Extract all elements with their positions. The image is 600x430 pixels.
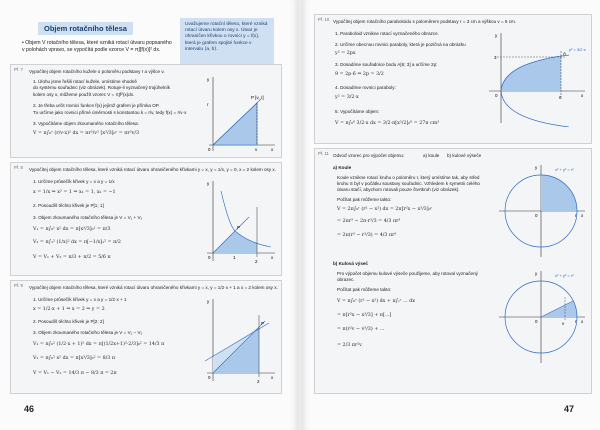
step-formula: V₂ = π∫₀² x² dx = π[x³/3]₀² = 8/3 π <box>33 356 115 361</box>
example-box-8 <box>10 162 282 276</box>
example-tag: Př. 8 <box>14 165 23 170</box>
step-line: do systému souřadnic (viz obrázek). Rotuje-li vyznačený trojúhelník <box>33 85 171 90</box>
example-tag: Př. 9 <box>14 283 23 288</box>
step-formula: = π(r²v − v³/3) + ... <box>337 327 385 332</box>
graph-label: x <box>581 319 584 324</box>
step-line: 1. Úlohu jsme řešili rotací kužele, umístíme vhodně <box>33 79 137 84</box>
step-formula: = 2πr³ − 2π·r³/3 = 4/3 πr³ <box>337 219 401 224</box>
graph-label: P <box>261 321 265 326</box>
step-formula: = π[r²x − x³/3] + π[...] <box>337 313 392 318</box>
part-heading: a) Koule <box>333 165 352 170</box>
graph-label: r <box>575 319 577 324</box>
step-formula: V₁ = π∫₀² (1/2·x + 1)² dx = π[(1/2x+1)³·2/3]₀² = 14/3 π <box>33 342 165 347</box>
step-line: Počítat pak můžeme takto: <box>337 197 392 202</box>
graph-label: 0 <box>495 93 498 98</box>
part-heading: b) Kulová výseč <box>333 261 368 266</box>
step-line: Pro výpočet objemu kulové výseče použijeme, aby rotoval vyznačený <box>337 271 478 276</box>
step-line: 1. Určíme průsečík křivek y = x a y = 1/x <box>33 179 115 184</box>
graph-label: 0 <box>208 255 211 260</box>
step-line: 2. Je třeba určit rovnici funkce f(x) jejímž grafem je přímka OP. <box>33 103 160 108</box>
step-formula: = 2π(r³ − r³/3) = 4/3 πr³ <box>337 233 397 238</box>
graph-label: P [v, r] <box>251 95 264 100</box>
graph-label: r <box>207 102 209 107</box>
graph-label: y <box>535 271 538 276</box>
step-line: 1. Paraboloid vznikne rotací vyznačeného obrazce. <box>335 31 439 36</box>
example-task: Vypočítej objem rotačního kužele o poloměru podstavy r a výšce v. <box>29 69 165 74</box>
example-task: Odvoď vzorec pro výpočet objemu: <box>333 153 405 158</box>
step-formula: V = π∫₀⁶ 3/2·x dx = 3/2·π[x²/2]₀⁶ = 27π cm³ <box>335 121 440 126</box>
step-line: kolem osy x, můžeme použít vzorec V = π∫f²(x)dx. <box>33 92 135 97</box>
page-number: 46 <box>24 404 35 414</box>
curve-label: x² + y² = r² <box>555 167 574 172</box>
graph-label: x <box>271 147 274 152</box>
note-panel: Uvažujeme rotační těleso, které vzniká rotací útvaru kolem osy x. Útvar je ohraničen křivkou o rovnici y = f(x), která je grafem spojité funkce v intervalu ⟨a, b⟩. <box>180 18 274 76</box>
graph-label: x <box>581 213 584 218</box>
example-task: Vypočítej objem rotačního tělesa, které vzniká rotací útvaru ohraničeného křivkami y = x, y = 1/x, y = 0, x = 2 kolem osy x. <box>29 167 276 172</box>
example-tag: Př. 7 <box>14 67 23 72</box>
step-line: Počítat pak můžeme takto: <box>337 287 392 292</box>
graph-label: x <box>271 255 274 260</box>
graph-label: y <box>207 299 210 304</box>
cone-graph <box>199 73 277 153</box>
step-formula: V₁ = π∫₀¹ x² dx = π[x³/3]₀¹ = π/3 <box>33 227 111 232</box>
step-formula: = 2/3 πr²v <box>337 343 362 348</box>
example-box-11 <box>314 148 592 394</box>
step-formula: V = 2π∫₀ʳ (r² − x²) dx = 2π[r²x − x³/3]₀ʳ <box>337 207 433 212</box>
step-line: 1. Určíme průsečík křivek y = x a y = 1/2·x + 1 <box>33 297 127 302</box>
example-tag: Př. 11 <box>318 151 329 156</box>
step-formula: V₂ = π∫₁² (1/x)² dx = π[−1/x]₁² = π/2 <box>33 240 121 245</box>
graph-label: 0 <box>208 147 211 152</box>
step-line: 2. Posoudíš těchto křivek je P[2; 2] <box>33 319 104 324</box>
step-line: Koule vznikne rotací kruhu o poloměru r, který umístíme tak, aby střed <box>337 175 480 180</box>
step-formula: V = V₁ − V₂ = 14/3 π − 8/3 π = 2π <box>33 371 117 376</box>
sphere-graph <box>495 163 587 259</box>
step-formula: V = V₁ + V₂ = π/3 + π/2 = 5/6 π <box>33 255 111 260</box>
choice-label: b) kulové výseče <box>447 153 482 158</box>
graph-label: x <box>581 93 584 98</box>
graph-label: 1 <box>233 255 236 260</box>
graph-label: x <box>271 375 274 380</box>
step-line: 3. Objem zkoumaného rotačního tělesa je V = V₁ + V₂ <box>33 215 143 220</box>
step-formula: V = π∫₀ᵛ (r/v·x)² dx = πr²/v² [x³/3]₀ᵛ = πr²v/3 <box>33 131 140 136</box>
step-line: kruhu S byl v počátku soustavy souřadnic. Vzhledem k symetrii celého <box>337 181 480 186</box>
parabola-graph <box>485 27 589 127</box>
step-formula: 9 = 2p·6 ⇒ 2p = 3/2 <box>335 72 384 77</box>
lines-graph <box>199 295 277 385</box>
intro-line: • Objem V rotačního tělesa, které vzniká rotací útvaru popsaného <box>22 40 172 46</box>
graph-label: 0 <box>535 213 538 218</box>
step-formula: x = 1/x ⇒ x² = 1 ⇒ x₁ = 1, x₂ = −1 <box>33 190 116 195</box>
graph-label: v <box>255 147 258 152</box>
graph-label: 6 <box>559 95 562 100</box>
example-tag: Př. 10 <box>318 17 330 22</box>
example-task: Vypočítej objem rotačního paraboloidu s poloměrem podstavy r = 3 cm a výškou v = 6 cm. <box>333 19 517 24</box>
example-task: Vypočítej objem rotačního tělesa, které vzniká rotací útvaru ohraničeného křivkami y = x, y = 1/2·x + 1 a x = 2 kolem osy x. <box>29 285 278 290</box>
step-line: 3. Dosadíme souřadnice bodu A[6; 3] a určíme 2p: <box>335 62 438 67</box>
hyperbola-graph <box>199 177 277 267</box>
step-line: obrazec. <box>337 277 355 282</box>
sector-graph <box>495 269 587 365</box>
example-box-7 <box>10 64 282 158</box>
graph-label: 0 <box>208 375 211 380</box>
step-line: 2. Určíme obecnou rovnici paraboly, která je pozičná na obrázku <box>335 42 466 47</box>
section-title: Objem rotačního tělesa <box>38 22 133 35</box>
graph-label: 2 <box>257 379 260 384</box>
step-formula: V = π∫₀ᵛ (r² − x²) dx + π∫ᵥʳ ... dx <box>337 299 415 304</box>
step-line: útvaru stačí, abychom rotovali pouze čtvrtkruh (viz obrázek). <box>337 187 460 192</box>
example-box-10 <box>314 14 592 144</box>
example-box-9 <box>10 280 282 394</box>
graph-label: r <box>575 213 577 218</box>
graph-label: P <box>237 225 241 230</box>
step-line: 3. Objem zkoumaného rotačního tělesa je V = V₁ − V₂ <box>33 330 143 335</box>
graph-label: y <box>207 181 210 186</box>
graph-label: A <box>563 51 567 56</box>
step-formula: y² = 3/2·x <box>335 95 359 100</box>
choice-label: a) koule <box>423 153 440 158</box>
graph-label: y <box>207 77 210 82</box>
step-line: 5. Vypočítáme objem: <box>335 109 380 114</box>
left-page <box>0 0 298 430</box>
graph-label: v <box>562 321 565 326</box>
graph-label: y <box>535 165 538 170</box>
step-line: 4. Dosadíme rovnici paraboly: <box>335 85 396 90</box>
intro-line: v polohách vpravo, se vypočítá podle vzorce V = π∫[f(x)]² dx. <box>22 47 161 54</box>
graph-label: y <box>495 33 498 38</box>
graph-label: 3 <box>494 55 497 60</box>
graph-label: 0 <box>535 319 538 324</box>
curve-label: x² + y² = r² <box>555 273 574 278</box>
step-formula: x = 1/2·x + 1 ⇒ x = 2 ⇒ y = 2 <box>33 307 105 312</box>
step-line: 3. Vypočítáme objem zkoumaného rotačního tělesa: <box>33 121 139 126</box>
intro-text <box>22 40 172 54</box>
step-line: Tu určíme jako rovnici přímé úměrnosti s konstantou k = r/v, tedy f(x) = r/v·x <box>33 110 187 115</box>
curve-label: y² = 3/2·x <box>569 47 586 52</box>
graph-label: 2 <box>255 259 258 264</box>
right-page <box>302 0 600 430</box>
step-line: 2. Posoudíš těchto křivek je P[1; 1] <box>33 203 104 208</box>
step-formula: y² = 2px <box>335 51 356 56</box>
page-number: 47 <box>564 404 575 414</box>
